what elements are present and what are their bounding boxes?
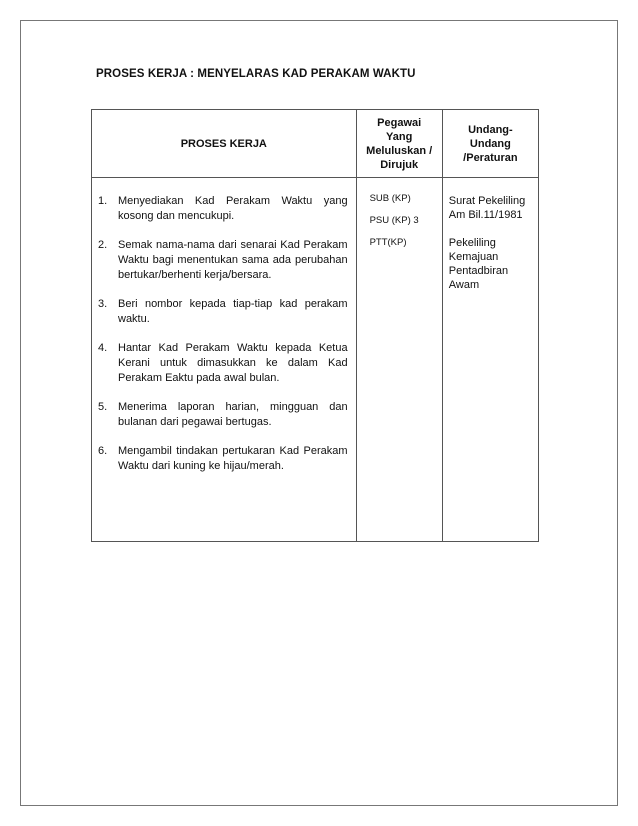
- header-regulation-line: Undang: [469, 137, 511, 150]
- header-regulation: [442, 110, 538, 178]
- process-table: [91, 109, 539, 542]
- step-number: 1.: [98, 195, 108, 207]
- regulation-item: Pekeliling Kemajuan Pentadbiran Awam: [448, 237, 509, 291]
- process-steps-cell: [92, 178, 357, 542]
- officers-list: [357, 178, 442, 258]
- step-number: 2.: [98, 239, 108, 251]
- document-title: PROSES KERJA : MENYELARAS KAD PERAKAM WAKTU: [96, 68, 416, 80]
- step-number: 6.: [98, 445, 108, 457]
- officer-item: PTT(KP): [369, 237, 407, 248]
- step-number: 4.: [98, 342, 108, 354]
- header-process: [92, 110, 357, 178]
- step-number: 5.: [98, 401, 108, 413]
- officers-cell: [356, 178, 442, 542]
- table-body-row: [92, 178, 539, 542]
- step-text: Beri nombor kepada tiap-tiap kad perakam waktu.: [118, 298, 348, 325]
- officer-item: SUB (KP): [369, 193, 411, 204]
- step-text: Mengambil tindakan pertukaran Kad Perakam Waktu dari kuning ke hijau/merah.: [118, 445, 348, 472]
- process-step: [98, 444, 348, 474]
- regulations-cell: [442, 178, 538, 542]
- step-text: Semak nama-nama dari senarai Kad Perakam Waktu bagi menentukan sama ada perubahan bertukar/berhenti kerja/bersara.: [118, 239, 348, 281]
- header-process-label: PROSES KERJA: [180, 137, 267, 150]
- process-step: [98, 400, 348, 430]
- process-step: [98, 238, 348, 283]
- header-officer-line: Meluluskan /: [366, 144, 433, 157]
- process-steps-list: [92, 178, 356, 474]
- regulation-item: Surat Pekeliling Am Bil.11/1981: [448, 195, 526, 221]
- header-officer-line: Dirujuk: [380, 158, 419, 171]
- process-step: [98, 341, 348, 386]
- header-officer-line: Pegawai: [377, 116, 422, 129]
- regulations-list: [443, 178, 538, 292]
- header-officer: [356, 110, 442, 178]
- table-header-row: [92, 110, 539, 178]
- step-text: Menerima laporan harian, mingguan dan bulanan dari pegawai bertugas.: [118, 401, 348, 428]
- header-officer-line: Yang: [386, 130, 413, 143]
- header-regulation-line: Undang-: [468, 123, 513, 136]
- process-step: [98, 194, 348, 224]
- header-regulation-line: /Peraturan: [463, 151, 518, 164]
- process-step: [98, 297, 348, 327]
- step-number: 3.: [98, 298, 108, 310]
- step-text: Menyediakan Kad Perakam Waktu yang kosong dan mencukupi.: [118, 195, 348, 222]
- officer-item: PSU (KP) 3: [369, 215, 419, 226]
- step-text: Hantar Kad Perakam Waktu kepada Ketua Kerani untuk dimasukkan ke dalam Kad Perakam Eaktu pada awal bulan.: [118, 342, 348, 384]
